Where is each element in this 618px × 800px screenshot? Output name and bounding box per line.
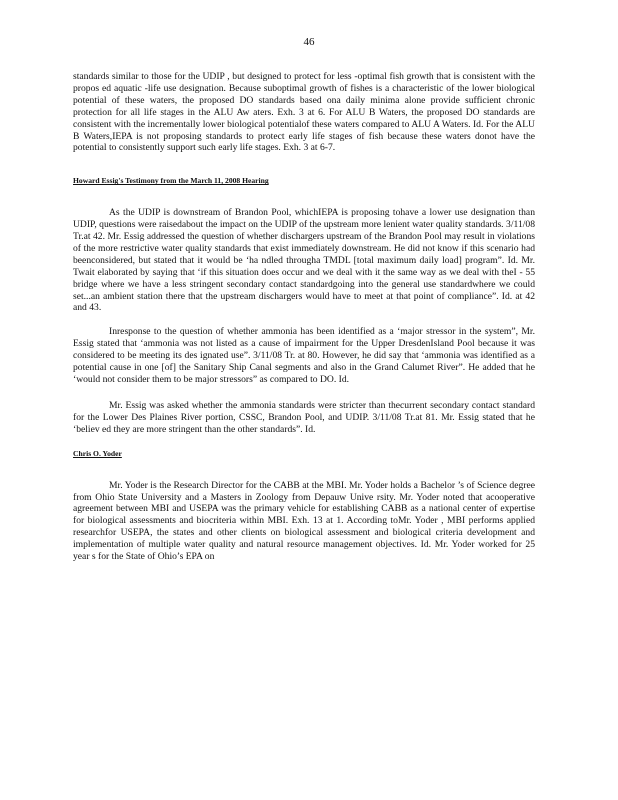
section-heading-yoder: Chris O. Yoder	[73, 448, 122, 458]
section-heading-essig-testimony: Howard Essig's Testimony from the March 11, 2008 Hearing	[73, 176, 269, 186]
paragraph-udip-downstream: As the UDIP is downstream of Brandon Pool, whichIEPA is proposing tohave a lower use designation than UDIP, questions were raisedabout the impact on the UDIP of the upstream more lenient water quality standards. 3/11/08 Tr.at 42. Mr. Essig addressed the question of whether dischargers upstream of the Brandon Pool may result in violations of the more restrictive water quality standards that exist immediately downstream. He did not know if this scenario had beenconsidered, but stated that it would be ‘ha ndled througha TMDL [total maximum daily load] program”. Id. Mr. Twait elaborated by saying that ‘if this situation does occur and we deal with it the same way as we deal with theI - 55 bridge where we have a less stringent secondary contact standardgoing into the general use standardwhere we could set...an ambient station there that the upstream dischargers would have to meet at that point of compliance”. Id. at 42 and 43.	[73, 207, 535, 314]
paragraph-ammonia-standards: Mr. Essig was asked whether the ammonia standards were stricter than thecurrent secondary contact standard for the Lower Des Plaines River portion, CSSC, Brandon Pool, and UDIP. 3/11/08 Tr.at 81. Mr. Essig stated that he ‘believ ed they are more stringent than the other standards”. Id.	[73, 399, 535, 435]
document-body	[73, 71, 535, 563]
paragraph-alu-standards: standards similar to those for the UDIP , but designed to protect for less -optimal fish growth that is consistent with the propos ed aquatic -life use designation. Because suboptimal growth of fishes is a characteristic of the lower biological potential of these waters, the proposed DO standards based ona daily minima alone provide sufficient chronic protection for all life stages in the ALU Aw aters. Exh. 3 at 6. For ALU B Waters, the proposed DO standards are consistent with the incrementally lower biological potentialof these waters compared to ALU A Waters. Id. For the ALU B Waters,IEPA is not proposing standards to protect early life stages of fish because these waters donot have the potential to consistently support such early life stages. Exh. 3 at 6-7.	[73, 71, 535, 154]
paragraph-yoder-background: Mr. Yoder is the Research Director for the CABB at the MBI. Mr. Yoder holds a Bachelor ’s of Science degree from Ohio State University and a Masters in Zoology from Depauw Unive rsity. Mr. Yoder noted that acooperative agreement between MBI and USEPA was the primary vehicle for establishing CABB as a national center of expertise for biological assessments and biocriteria within MBI. Exh. 13 at 1. According toMr. Yoder , MBI performs applied researchfor USEPA, the states and other clients on biological assessment and biological criteria development and implementation of multiple water quality and natural resource management objectives. Id. Mr. Yoder worked for 25 year s for the State of Ohio’s EPA on	[73, 479, 535, 563]
paragraph-ammonia-stressor: Inresponse to the question of whether ammonia has been identified as a ‘major stressor in the system”, Mr. Essig stated that ‘ammonia was not listed as a cause of impairment for the Upper DresdenIsland Pool because it was considered to be meeting its des ignated use”. 3/11/08 Tr. at 80. However, he did say that ‘ammonia was identified as a potential cause in one [of] the Sanitary Ship Canal segments and also in the Grand Calumet River”. He added that he ‘would not consider them to be major stressors” as compared to DO. Id.	[73, 326, 535, 386]
page-number: 46	[303, 36, 315, 48]
